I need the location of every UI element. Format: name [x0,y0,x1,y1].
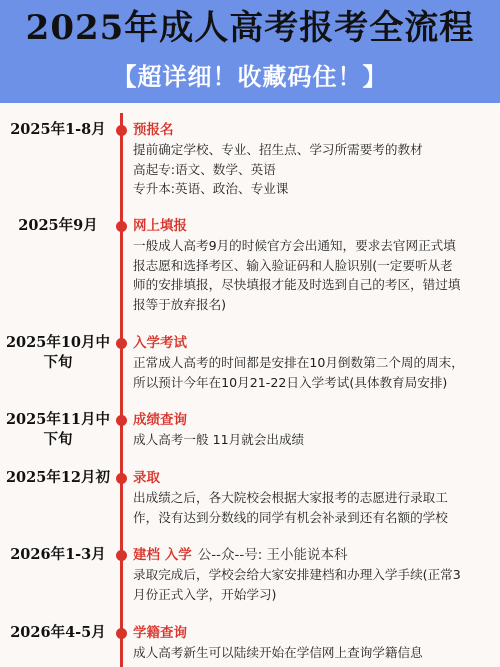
entry-date: 2025年11月中 下旬 [5,411,111,448]
entry-date: 2026年4-5月 [10,624,106,641]
timeline-line [120,113,123,667]
entry-heading: 入学考试 [133,335,187,351]
timeline-dot [116,338,127,349]
page-subtitle: 【超详细！收藏码住！】 [112,63,388,91]
header-banner [0,0,500,103]
entry-date: 2025年1-8月 [10,121,106,138]
entry-date: 2025年10月中 下旬 [5,334,111,371]
entry-heading: 预报名 [133,122,174,138]
entry-heading: 建档 入学 公--众--号: 王小能说本科 [133,547,348,563]
page-title: 2025年成人高考报考全流程 [25,8,475,48]
timeline-dot [116,125,127,136]
entry-date: 2025年12月初 [5,469,111,486]
timeline-dot [116,415,127,426]
entry-date: 2025年9月 [18,217,98,234]
entry-body: 成人高考新生可以陆续开始在学信网上查询学籍信息 [133,645,423,660]
timeline-dot [116,628,127,639]
entry-body: 录取完成后，学校会给大家安排建档和办理入学手续(正常3 月份正式入学，开始学习) [133,567,461,602]
entry-body: 一般成人高考9月的时候官方会出通知，要求去官网正式填 报志愿和选择考区、输入验证码和人脸识别(一定要听从老 师的安排填报，尽快填报才能及时选到自己的考区，错过填 报等于放弃报名) [133,238,461,312]
wechat-account-note: 公--众--号: 王小能说本科 [197,547,348,563]
entry-heading: 成绩查询 [133,412,187,428]
entry-body: 正常成人高考的时间都是安排在10月倒数第二个周的周末， 所以预计今年在10月21-22日入学考试(具体教育局安排) [133,355,464,390]
timeline-dot [116,550,127,561]
entry-heading: 学籍查询 [133,625,187,641]
timeline-dot [116,221,127,232]
entry-heading: 录取 [133,470,160,486]
entry-body: 提前确定学校、专业、招生点、学习所需要考的教材 高起专:语文、数学、英语 专升本:英语、政治、专业课 [133,142,423,196]
entry-body: 出成绩之后，各大院校会根据大家报考的志愿进行录取工 作，没有达到分数线的同学有机会补录到还有名额的学校 [133,490,448,525]
entry-date: 2026年1-3月 [10,546,106,563]
entry-body: 成人高考一般 11月就会出成绩 [133,432,305,447]
timeline-dot [116,473,127,484]
entry-heading: 网上填报 [133,218,187,234]
